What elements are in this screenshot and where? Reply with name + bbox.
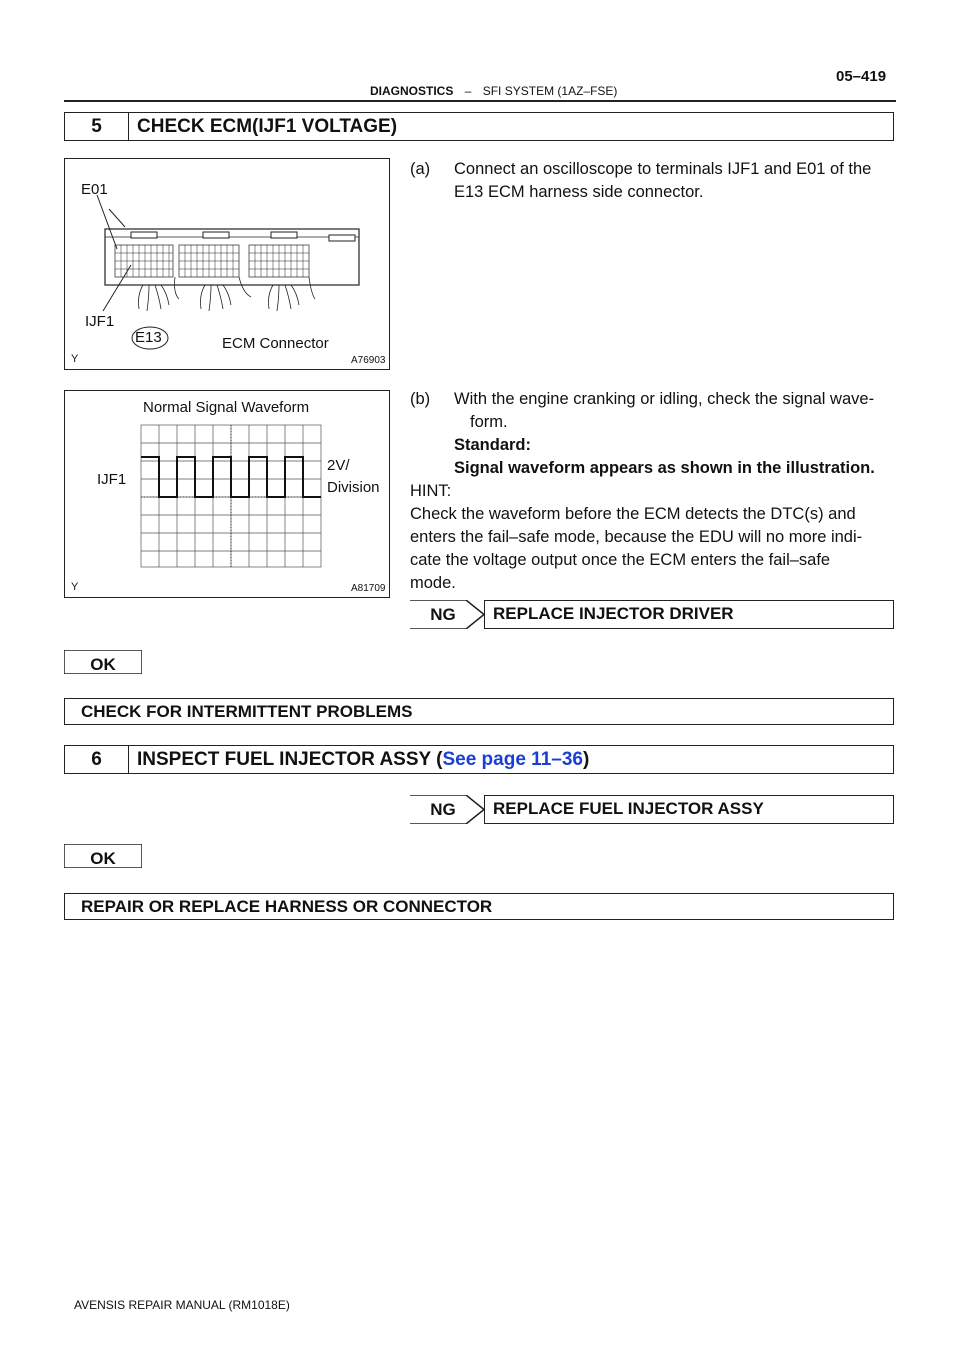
result-box: CHECK FOR INTERMITTENT PROBLEMS <box>64 698 894 725</box>
step-title <box>137 746 589 773</box>
step-a-marker: (a) <box>410 160 431 178</box>
see-page-link[interactable]: See page 11–36 <box>442 749 583 770</box>
standard-label: Standard: <box>454 436 532 454</box>
scale-line1: 2V/ <box>327 457 350 474</box>
step-title: CHECK ECM(IJF1 VOLTAGE) <box>137 116 398 137</box>
hint-line3: cate the voltage output once the ECM enters the fail–safe <box>410 551 831 569</box>
step-number: 5 <box>65 113 129 140</box>
step-title-prefix: INSPECT FUEL INJECTOR ASSY ( <box>137 749 443 770</box>
header-rule <box>64 100 896 102</box>
ok-label: OK <box>90 655 116 674</box>
label-e13: E13 <box>135 329 162 346</box>
label-ecm-connector: ECM Connector <box>222 335 329 352</box>
step-a-line1: Connect an oscilloscope to terminals IJF1 and E01 of the <box>454 160 872 178</box>
running-header <box>370 84 617 98</box>
ng-label: NG <box>430 605 456 624</box>
label-ijf1: IJF1 <box>85 313 115 330</box>
result-box: REPAIR OR REPLACE HARNESS OR CONNECTOR <box>64 893 894 920</box>
header-section: DIAGNOSTICS <box>370 84 454 98</box>
ng-arrow <box>410 600 484 629</box>
ng-result-box: REPLACE INJECTOR DRIVER <box>484 600 894 629</box>
hint-label: HINT: <box>410 482 452 500</box>
ng-label: NG <box>430 800 456 819</box>
step-number: 6 <box>65 746 129 773</box>
step-5-box <box>64 112 894 141</box>
header-separator: – <box>464 84 472 98</box>
step-b-marker: (b) <box>410 390 431 408</box>
waveform-label-ijf1: IJF1 <box>97 471 127 488</box>
ecm-connector-figure <box>64 158 390 370</box>
hint-line4: mode. <box>410 574 456 592</box>
standard-text: Signal waveform appears as shown in the illustration. <box>454 459 875 477</box>
ok-tab <box>64 650 142 674</box>
header-system: SFI SYSTEM (1AZ–FSE) <box>482 84 618 98</box>
ok-tab <box>64 844 142 868</box>
ng-arrow <box>410 795 484 824</box>
scale-line2: Division <box>327 479 380 496</box>
step-title-suffix: ) <box>582 749 590 770</box>
footer-manual-name: AVENSIS REPAIR MANUAL (RM1018E) <box>74 1298 290 1312</box>
step-b-line1: With the engine cranking or idling, check the signal wave- <box>454 390 875 408</box>
step-a-line2: E13 ECM harness side connector. <box>454 183 704 201</box>
figure-code: A81709 <box>351 583 386 594</box>
corner-mark: Y <box>71 353 79 365</box>
ng-result-box: REPLACE FUEL INJECTOR ASSY <box>484 795 894 824</box>
waveform-figure <box>64 390 390 598</box>
hint-line2: enters the fail–safe mode, because the EDU will no more indi- <box>410 528 863 546</box>
label-e01: E01 <box>81 181 108 198</box>
hint-line1: Check the waveform before the ECM detects the DTC(s) and <box>410 505 856 523</box>
figure-code: A76903 <box>351 355 386 366</box>
page-number: 05–419 <box>836 68 887 85</box>
ok-label: OK <box>90 849 116 868</box>
step-b-line2: form. <box>470 413 508 431</box>
step-6-box <box>64 745 894 774</box>
waveform-title: Normal Signal Waveform <box>143 399 310 416</box>
corner-mark: Y <box>71 581 79 593</box>
